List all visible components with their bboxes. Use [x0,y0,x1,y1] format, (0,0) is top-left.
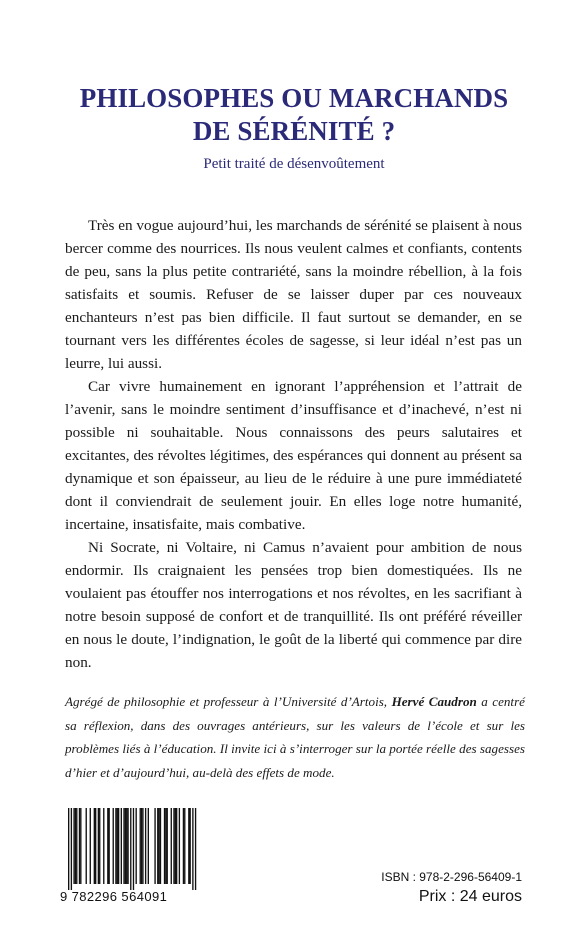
barcode-bar [130,808,131,890]
barcode-bar [126,808,127,884]
barcode-bar [188,808,189,884]
barcode-bar [165,808,166,884]
barcode-bar [98,808,99,884]
barcode-bar [123,808,124,884]
barcode-digits: 9 782296 564091 [60,889,168,904]
bio-intro: Agrégé de philosophie et professeur à l’Université d’Artois, [65,694,392,709]
isbn-label: ISBN : 978-2-296-56409-1 [381,870,522,884]
blurb-paragraph-1: Très en vogue aujourd’hui, les marchands de sérénité se plaisent à nous bercer comme des nourrices. Ils nous veulent calmes et confiants, contents de peu, sans la plus petite contrariété, sans la moindre rébellion, à la fois satisfaits et soumis. Refuser de se laisser duper par ces nouveaux enchanteurs n’est pas bien difficile. Il faut surtout se demander, en se tournant vers les différentes écoles de sagesse, si leur idéal n’est pas un leurre, lui aussi. [65,217,522,372]
blurb-paragraph-3: Ni Socrate, ni Voltaire, ni Camus n’avaient pour ambition de nous endormir. Ils craignaient les pensées trop bien domestiquées. Ils ne voulaient pas étouffer nos interrogations et nos révoltes, en les sacrifiant à notre besoin supposé de confort et de tranquillité. Ils ont préféré réveiller en nous le doute, l’indignation, le goût de la liberté qui commence par dire non. [65,539,522,671]
barcode-bar [76,808,77,884]
barcode-bar [117,808,118,884]
barcode-bar [127,808,128,884]
barcode-bar [115,808,116,884]
bio-rest: a centré sa réflexion, dans des ouvrages antérieurs, sur les valeurs de l’école et sur les problèmes liés à l’éducation. Il invite ici à s’interroger sur la portée réelle des sagesses d’hier et d’aujourd’hui, au-delà des effets de mode. [65,694,525,780]
barcode-bars [60,808,200,890]
barcode-bar [176,808,177,884]
barcode-bar [175,808,176,884]
book-title [0,82,588,148]
barcode-bar [95,808,96,884]
barcode-bar [141,808,142,884]
blurb-paragraph-2: Car vivre humainement en ignorant l’appréhension et l’attrait de l’avenir, sans le moindre sentiment d’insuffisance et d’inachevé, n’est ni possible ni souhaitable. Nous connaissons des peurs salutaires et excitantes, des révoltes légitimes, des espérances qui donnent au présent sa dynamique et son épaisseur, au lieu de le réduire à une pure immédiateté dont il conviendrait de seulement jouir. En elles loge notre humanité, incertaine, insatisfaite, mais combative. [65,378,522,533]
barcode-bar [125,808,126,884]
barcode-bar [94,808,95,884]
barcode-bar [167,808,168,884]
barcode-bar [80,808,81,884]
barcode-bar [68,808,69,890]
barcode-bar [109,808,110,884]
book-subtitle: Petit traité de désenvoûtement [203,156,385,172]
barcode-bar [192,808,193,890]
barcode-bar [160,808,161,884]
barcode-bar [173,808,174,884]
barcode-bar [79,808,80,884]
barcode-bar [157,808,158,884]
barcode-bar [103,808,104,884]
barcode-bar [158,808,159,884]
barcode-bar [118,808,119,884]
barcode-bar [190,808,191,884]
barcode-bar [113,808,114,884]
barcode-bar [171,808,172,884]
title-line-2: DE SÉRÉNITÉ ? [192,116,396,146]
barcode-bar [136,808,137,884]
barcode-bar [107,808,108,884]
barcode-bar [148,808,149,884]
title-line-1: PHILOSOPHES OU MARCHANDS [79,83,509,113]
author-name: Hervé Caudron [391,694,477,709]
barcode-bar [75,808,76,884]
price-label: Prix : 24 euros [418,888,522,905]
barcode-bar [154,808,155,884]
barcode-bar [183,808,184,884]
barcode-bar [133,808,134,890]
barcode-bar [99,808,100,884]
barcode-bar [164,808,165,884]
barcode-bar [86,808,87,884]
barcode-bar [73,808,74,884]
back-cover-blurb [65,214,522,674]
author-bio [65,690,525,784]
barcode-bar [140,808,141,884]
barcode-bar [142,808,143,884]
barcode-bar [90,808,91,884]
barcode-bar [184,808,185,884]
barcode-bar [145,808,146,884]
barcode-bar [195,808,196,890]
barcode-bar [179,808,180,884]
barcode-bar [71,808,72,890]
barcode-bar [121,808,122,884]
